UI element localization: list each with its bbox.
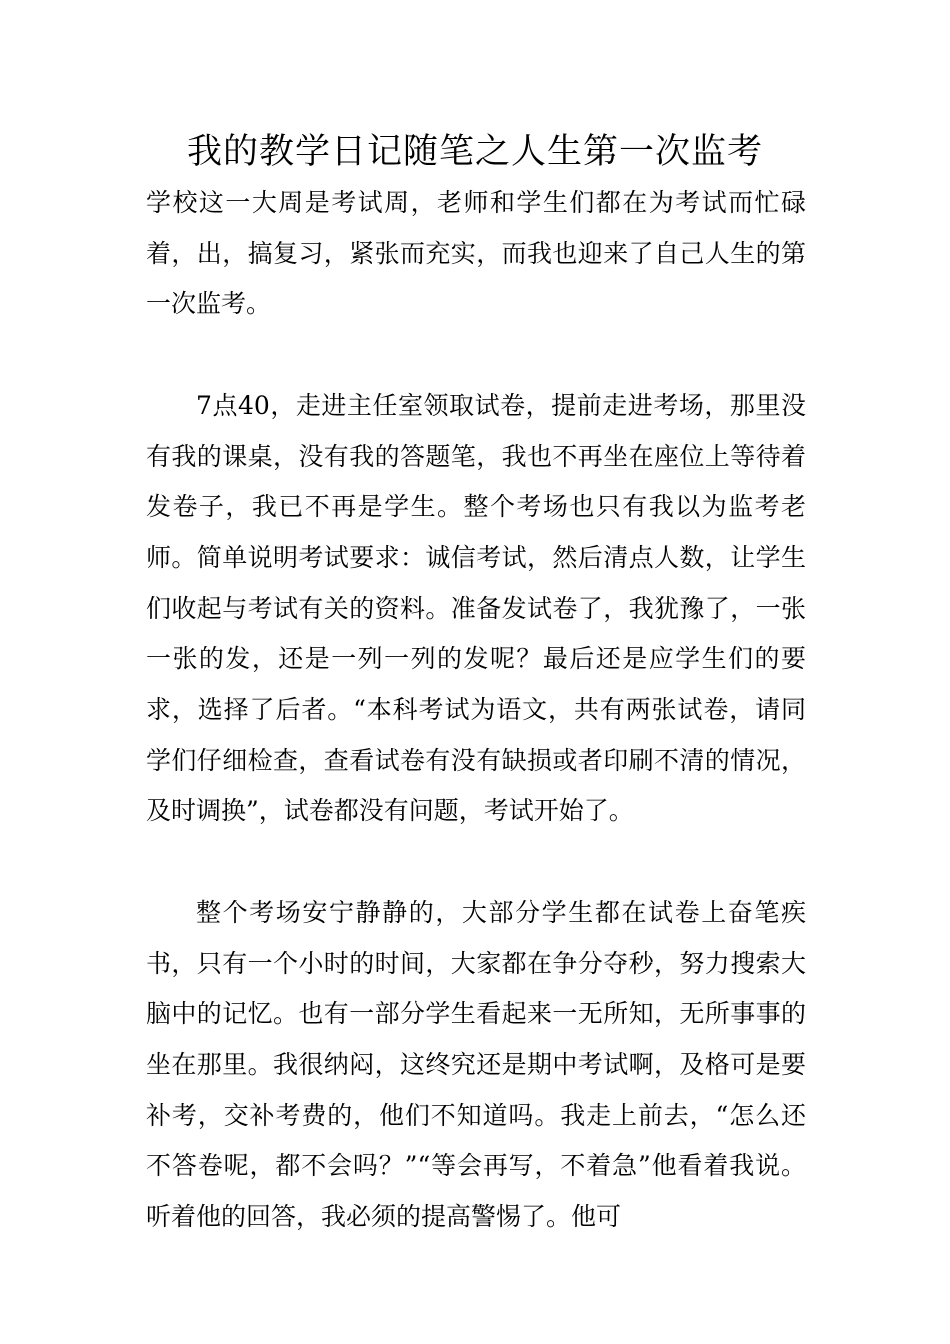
paragraph-1: 学校这一大周是考试周，老师和学生们都在为考试而忙碌着，出，搞复习，紧张而充实，而我也迎来了自己人生的第一次监考。	[146, 188, 806, 319]
document-title: 我的教学日记随笔之人生第一次监考	[186, 132, 763, 172]
paragraph-3: 整个考场安宁静静的，大部分学生都在试卷上奋笔疾书，只有一个小时的时间，大家都在争分夺秒，努力搜索大脑中的记忆。也有一部分学生看起来一无所知，无所事事的坐在那里。我很纳闷，这终究还是期中考试啊，及格可是要补考，交补考费的，他们不知道吗。我走上前去，“怎么还不答卷呢，都不会吗？”“等会再写，不着急”他看着我说。听着他的回答，我必须的提高警惕了。他可	[146, 897, 806, 1232]
document-body	[146, 178, 806, 1243]
paragraph-2: 7点40，走进主任室领取试卷，提前走进考场，那里没有我的课桌，没有我的答题笔，我也不再坐在座位上等待着发卷子，我已不再是学生。整个考场也只有我以为监考老师。简单说明考试要求：诚信考试，然后清点人数，让学生们收起与考试有关的资料。准备发试卷了，我犹豫了，一张一张的发，还是一列一列的发呢？最后还是应学生们的要求，选择了后者。“本科考试为语文，共有两张试卷，请同学们仔细检查，查看试卷有没有缺损或者印刷不清的情况，及时调换”，试卷都没有问题，考试开始了。	[146, 390, 806, 826]
